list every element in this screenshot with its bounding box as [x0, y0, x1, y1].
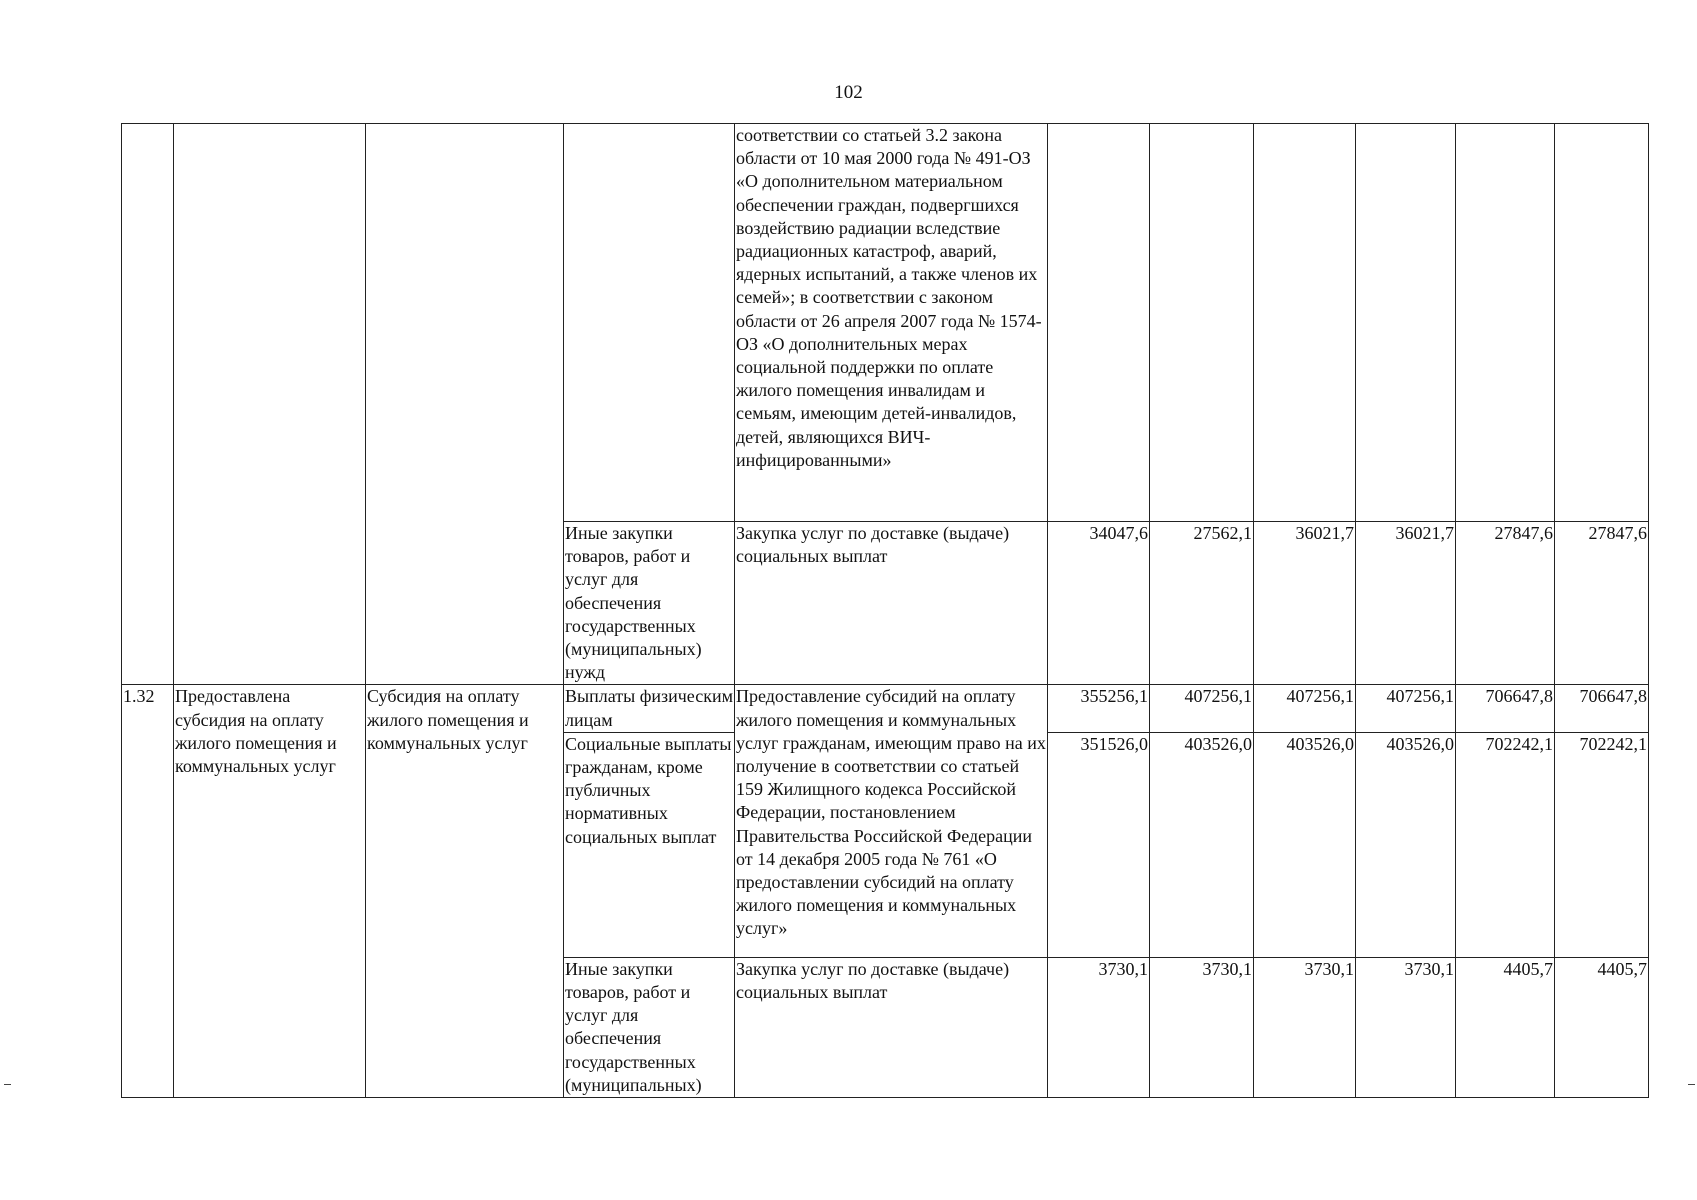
scan-edge-mark-right	[1688, 1084, 1695, 1085]
cell-expense-type: Иные закупки товаров, работ и услуг для обеспечения государственных (муниципальных) нужд	[564, 522, 735, 685]
cell-value: 34047,6	[1048, 522, 1150, 685]
cell-description: Закупка услуг по доставке (выдаче) социальных выплат	[735, 957, 1048, 1097]
cell-value: 4405,7	[1456, 957, 1555, 1097]
cell-value: 403526,0	[1356, 732, 1456, 957]
table-row	[122, 124, 1649, 522]
cell-value: 36021,7	[1254, 522, 1356, 685]
cell-value	[1356, 124, 1456, 522]
cell-row-number	[122, 124, 174, 685]
cell-value: 407256,1	[1254, 685, 1356, 732]
cell-description: соответствии со статьей 3.2 закона области от 10 мая 2000 года № 491-ОЗ «О дополнительном материальном обеспечении граждан, подвергшихся воздействию радиации вследствие радиационных катастроф, аварий, ядерных испытаний, а также членов их семей»; в соответствии с законом области от 26 апреля 2007 года № 1574-ОЗ «О дополнительных мерах социальной поддержки по оплате жилого помещения инвалидам и семьям, имеющим детей-инвалидов, детей, являющихся ВИЧ-инфицированными»	[735, 124, 1048, 522]
page-number: 102	[834, 82, 863, 103]
cell-description: Закупка услуг по доставке (выдаче) социальных выплат	[735, 522, 1048, 685]
cell-name: Субсидия на оплату жилого помещения и коммунальных услуг	[366, 685, 564, 1098]
cell-event	[174, 124, 366, 685]
cell-value	[1456, 124, 1555, 522]
scan-edge-mark-left	[4, 1084, 11, 1085]
cell-value: 702242,1	[1555, 732, 1649, 957]
cell-value: 36021,7	[1356, 522, 1456, 685]
cell-value: 706647,8	[1456, 685, 1555, 732]
budget-table	[121, 123, 1649, 1098]
cell-value: 27847,6	[1456, 522, 1555, 685]
cell-value	[1048, 124, 1150, 522]
cell-row-number: 1.32	[122, 685, 174, 1098]
cell-value	[1150, 124, 1254, 522]
cell-value: 27847,6	[1555, 522, 1649, 685]
cell-value: 351526,0	[1048, 732, 1150, 957]
cell-value: 27562,1	[1150, 522, 1254, 685]
cell-value: 3730,1	[1048, 957, 1150, 1097]
cell-expense-type: Социальные выплаты гражданам, кроме публичных нормативных социальных выплат	[564, 732, 735, 957]
cell-value: 706647,8	[1555, 685, 1649, 732]
cell-expense-type	[564, 124, 735, 522]
cell-value: 403526,0	[1150, 732, 1254, 957]
cell-value: 3730,1	[1356, 957, 1456, 1097]
cell-value: 355256,1	[1048, 685, 1150, 732]
cell-value: 407256,1	[1150, 685, 1254, 732]
cell-value: 4405,7	[1555, 957, 1649, 1097]
cell-value: 3730,1	[1150, 957, 1254, 1097]
cell-value: 3730,1	[1254, 957, 1356, 1097]
cell-value	[1254, 124, 1356, 522]
cell-value	[1555, 124, 1649, 522]
cell-value: 702242,1	[1456, 732, 1555, 957]
cell-description: Предоставление субсидий на оплату жилого помещения и коммунальных услуг гражданам, имеющим право на их получение в соответствии со статьей 159 Жилищного кодекса Российской Федерации, постановлением Правительства Российской Федерации от 14 декабря 2005 года № 761 «О предоставлении субсидий на оплату жилого помещения и коммунальных услуг»	[735, 685, 1048, 957]
cell-value: 403526,0	[1254, 732, 1356, 957]
cell-name	[366, 124, 564, 685]
cell-value: 407256,1	[1356, 685, 1456, 732]
cell-expense-type: Выплаты физическим лицам	[564, 685, 735, 732]
cell-event: Предоставлена субсидия на оплату жилого помещения и коммунальных услуг	[174, 685, 366, 1098]
cell-expense-type: Иные закупки товаров, работ и услуг для обеспечения государственных (муниципальных)	[564, 957, 735, 1097]
table-row	[122, 685, 1649, 732]
